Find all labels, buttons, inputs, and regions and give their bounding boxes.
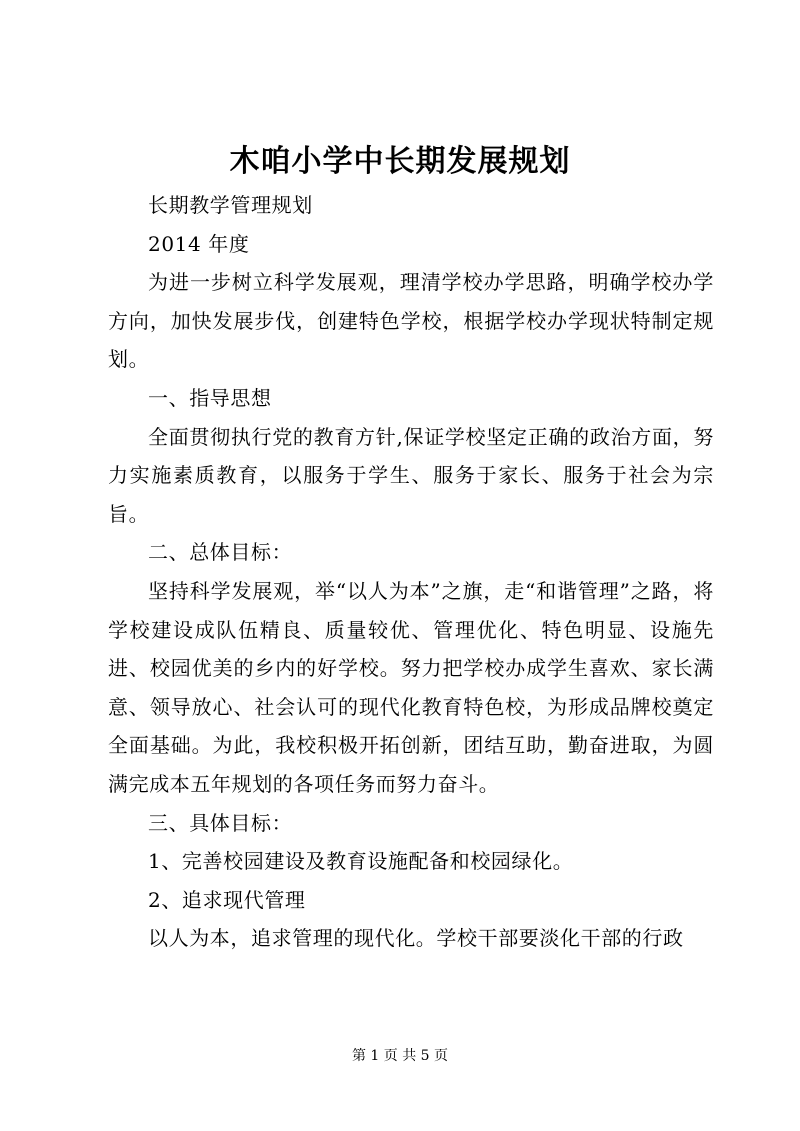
heading-guiding-thought: 一、指导思想 — [148, 385, 272, 410]
page-footer: 第 1 页 共 5 页 — [351, 1048, 449, 1064]
list-item-goal-2: 2、追求现代管理 — [148, 887, 306, 912]
paragraph-overall-goal: 坚持科学发展观，举“以人为本”之旗，走“和谐管理”之路，将学校建设成队伍精良、质量较优、管理优化、特色明显、设施先进、校园优美的乡内的好学校。努力把学校办成学生喜欢、家长满意、领导放心、社会认可的现代化教育特色校，为形成品牌校奠定全面基础。为此，我校积极开拓创新，团结互助，勤奋进取，为圆满完成本五年规划的各项任务而努力奋斗。 — [108, 578, 714, 796]
paragraph-guiding-thought: 全面贯彻执行党的教育方针,保证学校坚定正确的政治方面，努力实施素质教育，以服务于学生、服务于家长、服务于社会为宗旨。 — [108, 424, 714, 526]
paragraph-subtitle: 长期教学管理规划 — [148, 193, 313, 217]
paragraph-modern-management: 以人为本，追求管理的现代化。学校干部要淡化干部的行政 — [148, 926, 684, 951]
paragraph-intro: 为进一步树立科学发展观，理清学校办学思路，明确学校办学方向，加快发展步伐，创建特色学校，根据学校办学现状特制定规划。 — [108, 270, 714, 372]
document-body — [108, 186, 714, 958]
list-item-goal-1: 1、完善校园建设及教育设施配备和校园绿化。 — [148, 849, 574, 874]
heading-overall-goal: 二、总体目标： — [148, 540, 293, 565]
heading-specific-goals: 三、具体目标： — [148, 810, 293, 835]
document-title: 木咱小学中长期发展规划 — [229, 144, 571, 179]
paragraph-year: 2014 年度 — [148, 231, 250, 256]
